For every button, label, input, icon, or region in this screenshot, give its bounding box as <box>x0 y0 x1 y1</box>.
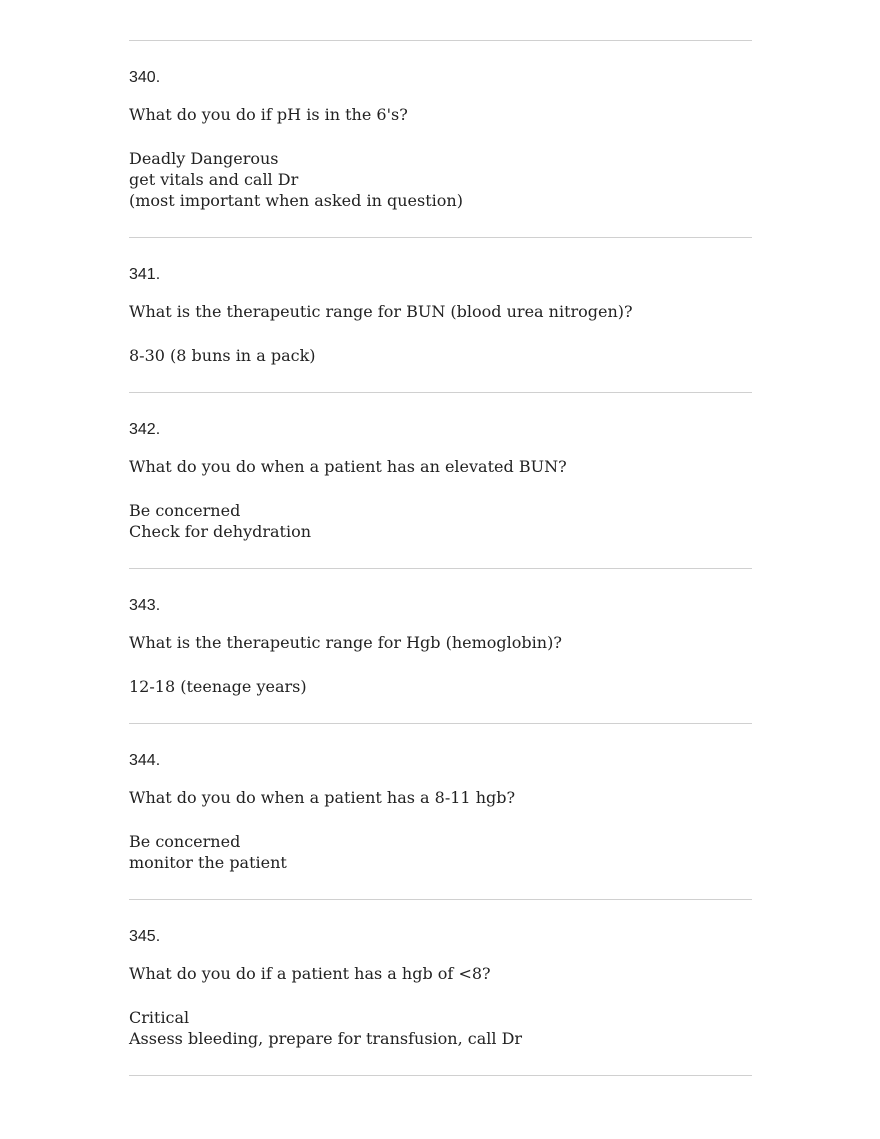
card-question: What do you do when a patient has an elevated BUN? <box>129 457 567 476</box>
card-number: 344. <box>129 752 161 769</box>
answer-line: Check for dehydration <box>129 522 312 541</box>
answer-line: get vitals and call Dr <box>129 170 299 189</box>
card-number: 340. <box>129 69 161 86</box>
card-answer <box>129 808 752 899</box>
answer-line: (most important when asked in question) <box>129 191 463 210</box>
answer-line: Assess bleeding, prepare for transfusion, call Dr <box>129 1029 523 1048</box>
answer-line: Be concerned <box>129 832 241 851</box>
flashcard-343 <box>129 569 752 723</box>
answer-line: monitor the patient <box>129 853 287 872</box>
flashcard-342 <box>129 393 752 568</box>
flashcard-list <box>129 40 752 1076</box>
card-answer <box>129 653 752 723</box>
card-question: What do you do if pH is in the 6's? <box>129 105 408 124</box>
card-number: 343. <box>129 597 161 614</box>
card-question: What is the therapeutic range for Hgb (hemoglobin)? <box>129 633 562 652</box>
card-question: What do you do if a patient has a hgb of <8? <box>129 964 491 983</box>
answer-line: 12-18 (teenage years) <box>129 677 307 696</box>
card-answer <box>129 984 752 1075</box>
card-answer <box>129 125 752 237</box>
card-number: 345. <box>129 928 161 945</box>
card-question: What do you do when a patient has a 8-11 hgb? <box>129 788 516 807</box>
flashcard-340 <box>129 41 752 237</box>
answer-line: Deadly Dangerous <box>129 149 279 168</box>
flashcard-344 <box>129 724 752 899</box>
card-number: 341. <box>129 266 161 283</box>
answer-line: Critical <box>129 1008 190 1027</box>
card-question: What is the therapeutic range for BUN (blood urea nitrogen)? <box>129 302 633 321</box>
card-answer <box>129 477 752 568</box>
divider <box>129 1075 752 1076</box>
card-answer <box>129 322 752 392</box>
flashcard-345 <box>129 900 752 1075</box>
answer-line: 8-30 (8 buns in a pack) <box>129 346 316 365</box>
card-number: 342. <box>129 421 161 438</box>
flashcard-341 <box>129 238 752 392</box>
answer-line: Be concerned <box>129 501 241 520</box>
